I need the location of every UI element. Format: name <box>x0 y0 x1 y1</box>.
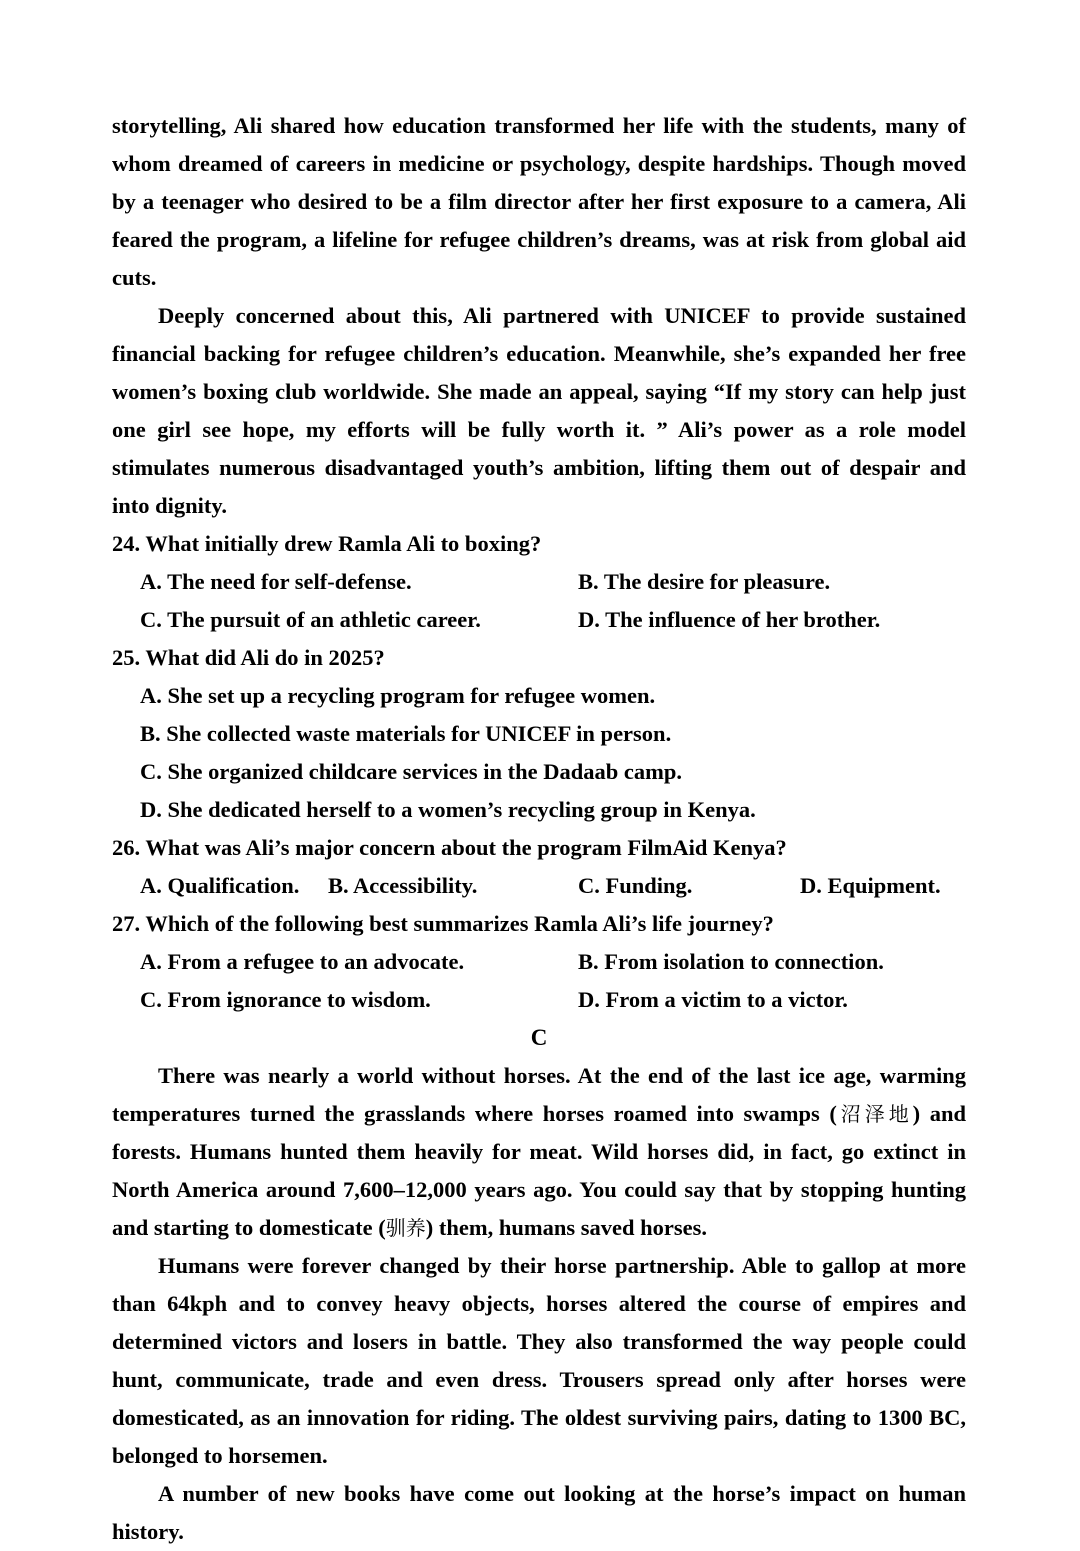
question-25-stem: 25. What did Ali do in 2025? <box>112 645 385 670</box>
question-26-option-b[interactable]: B. Accessibility. <box>328 873 478 898</box>
passage-c-gloss-swamps: 沼泽地 <box>836 1102 913 1126</box>
question-24-options-row-1 <box>112 563 966 601</box>
question-26-option-c[interactable]: C. Funding. <box>578 873 693 898</box>
question-26-stem: 26. What was Ali’s major concern about the program FilmAid Kenya? <box>112 835 787 860</box>
question-27-options-row-2 <box>112 981 966 1019</box>
question-25-option-d[interactable]: D. She dedicated herself to a women’s recycling group in Kenya. <box>140 797 756 822</box>
passage-c-paragraph-3: A number of new books have come out looking at the horse’s impact on human history. <box>112 1481 966 1544</box>
passage-b-paragraph-2: Deeply concerned about this, Ali partnered with UNICEF to provide sustained financial backing for refugee children’s education. Meanwhile, she’s expanded her free women’s boxing club worldwide. She made an appeal, saying “If my story can help just one girl see hope, my efforts will be fully worth it. ” Ali’s power as a role model stimulates numerous disadvantaged youth’s ambition, lifting them out of despair and into dignity. <box>112 303 966 518</box>
passage-c-gloss-domesticate: 驯养 <box>385 1216 426 1240</box>
question-24-option-a[interactable]: A. The need for self-defense. <box>140 569 412 594</box>
question-24-option-b[interactable]: B. The desire for pleasure. <box>578 569 831 594</box>
passage-c-paragraph-1 <box>112 1057 966 1247</box>
question-26-options-row <box>112 867 966 905</box>
passage-c-section-letter: C <box>530 1025 548 1050</box>
question-26-option-a[interactable]: A. Qualification. <box>140 873 300 898</box>
question-24-stem: 24. What initially drew Ramla Ali to boxing? <box>112 531 542 556</box>
question-27-option-c[interactable]: C. From ignorance to wisdom. <box>140 987 431 1012</box>
question-25-option-a[interactable]: A. She set up a recycling program for refugee women. <box>140 683 656 708</box>
question-27-option-d[interactable]: D. From a victim to a victor. <box>578 987 848 1012</box>
question-26-option-d[interactable]: D. Equipment. <box>800 873 941 898</box>
passage-b-paragraph-1: storytelling, Ali shared how education transformed her life with the students, many of whom dreamed of careers in medicine or psychology, despite hardships. Though moved by a teenager who desired to be a film director after her first exposure to a camera, Ali feared the program, a lifeline for refugee children’s dreams, was at risk from global aid cuts. <box>112 113 966 290</box>
question-25-option-b[interactable]: B. She collected waste materials for UNICEF in person. <box>140 721 672 746</box>
question-27-stem: 27. Which of the following best summarizes Ramla Ali’s life journey? <box>112 911 774 936</box>
question-24-option-c[interactable]: C. The pursuit of an athletic career. <box>140 607 481 632</box>
question-27-option-a[interactable]: A. From a refugee to an advocate. <box>140 949 465 974</box>
passage-c-p1-text-part-3: ) them, humans saved horses. <box>425 1215 707 1240</box>
question-24-option-d[interactable]: D. The influence of her brother. <box>578 607 881 632</box>
question-27-option-b[interactable]: B. From isolation to connection. <box>578 949 884 974</box>
question-27-options-row-1 <box>112 943 966 981</box>
passage-c-paragraph-2: Humans were forever changed by their horse partnership. Able to gallop at more than 64kph and to convey heavy objects, horses altered the course of empires and determined victors and losers in battle. They also transformed the way people could hunt, communicate, trade and even dress. Trousers spread only after horses were domesticated, as an innovation for riding. The oldest surviving pairs, dating to 1300 BC, belonged to horsemen. <box>112 1253 966 1468</box>
page-content-column <box>112 107 966 1551</box>
question-24-options-row-2 <box>112 601 966 639</box>
passage-c-p1-text-part-2: ) and forests. Humans hunted them heavily for meat. Wild horses did, in fact, go extinct in North America around 7,600–12,000 years ago. You could say that by stopping hunting and starting to domesticate ( <box>112 1101 966 1240</box>
question-25-option-c[interactable]: C. She organized childcare services in the Dadaab camp. <box>140 759 683 784</box>
passage-c-p1-text-part-1: There was nearly a world without horses. At the end of the last ice age, warming temperatures turned the grasslands where horses roamed into swamps ( <box>112 1063 966 1126</box>
